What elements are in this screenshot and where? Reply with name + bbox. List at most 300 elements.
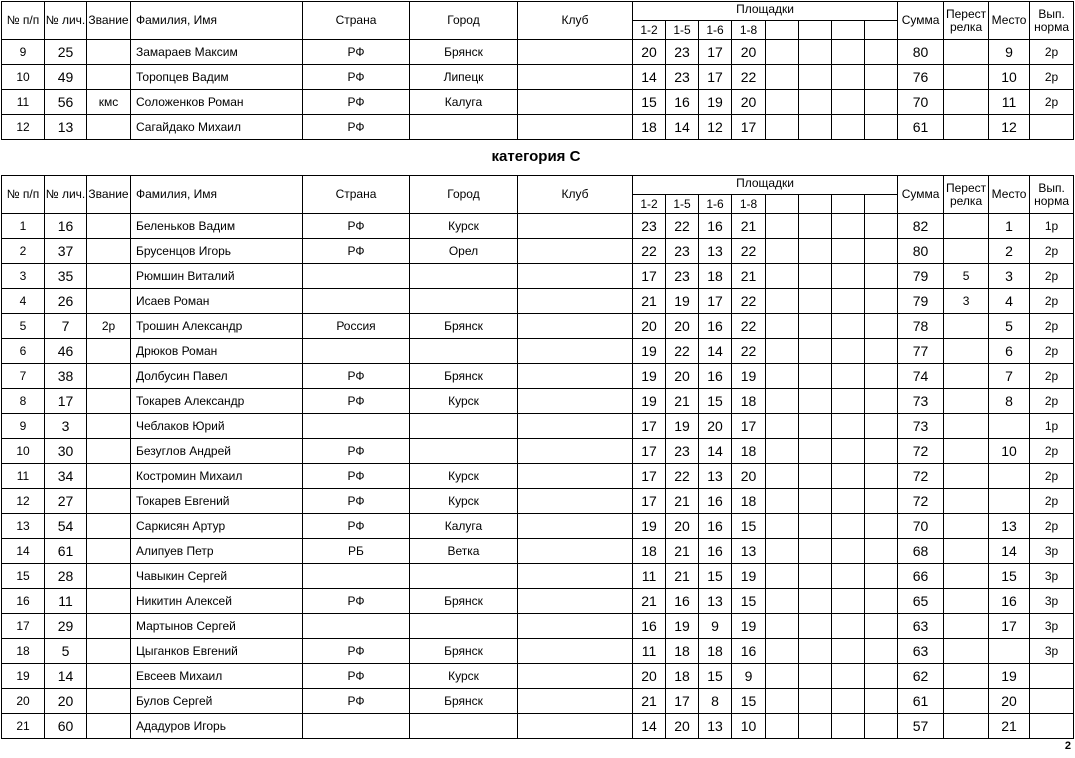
cell-score-empty [799, 414, 832, 439]
cell-club [518, 539, 633, 564]
cell-norm: 2р [1030, 439, 1074, 464]
cell-score-empty [832, 264, 865, 289]
cell-sum: 74 [898, 364, 944, 389]
cell-norm: 3р [1030, 589, 1074, 614]
cell-shootoff: 3 [944, 289, 989, 314]
cell-score-empty [832, 464, 865, 489]
table-row [2, 314, 1074, 339]
cell-score: 20 [666, 364, 699, 389]
cell-score: 17 [633, 464, 666, 489]
cell-city: Орел [410, 239, 518, 264]
cell-shootoff [944, 614, 989, 639]
cell-sum: 61 [898, 115, 944, 140]
cell-score: 14 [666, 115, 699, 140]
cell-norm: 2р [1030, 489, 1074, 514]
cell-rank [87, 65, 131, 90]
cell-rank [87, 364, 131, 389]
cell-score: 20 [666, 314, 699, 339]
table-row [2, 389, 1074, 414]
cell-lic: 38 [45, 364, 87, 389]
cell-score-empty [799, 589, 832, 614]
cell-rank [87, 664, 131, 689]
cell-score-empty [766, 489, 799, 514]
cell-country: РФ [303, 389, 410, 414]
cell-score: 22 [732, 65, 766, 90]
header-court-4: 1-8 [732, 195, 766, 214]
cell-name: Соложенков Роман [131, 90, 303, 115]
cell-score: 22 [666, 339, 699, 364]
cell-score: 20 [666, 714, 699, 739]
cell-score: 21 [666, 389, 699, 414]
cell-place: 19 [989, 664, 1030, 689]
cell-place: 6 [989, 339, 1030, 364]
table-row [2, 65, 1074, 90]
cell-shootoff [944, 514, 989, 539]
cell-norm: 2р [1030, 65, 1074, 90]
cell-score-empty [832, 589, 865, 614]
cell-score-empty [766, 714, 799, 739]
cell-city [410, 289, 518, 314]
cell-country: РБ [303, 539, 410, 564]
cell-club [518, 364, 633, 389]
table-row [2, 664, 1074, 689]
cell-shootoff [944, 364, 989, 389]
header-court-1: 1-2 [633, 21, 666, 40]
page-number: 2 [1064, 740, 1071, 752]
table-row [2, 364, 1074, 389]
cell-score: 17 [666, 689, 699, 714]
cell-sum: 63 [898, 614, 944, 639]
cell-score: 18 [633, 539, 666, 564]
cell-club [518, 589, 633, 614]
cell-place: 9 [989, 40, 1030, 65]
cell-country: РФ [303, 689, 410, 714]
cell-city: Брянск [410, 689, 518, 714]
cell-score: 20 [633, 314, 666, 339]
cell-club [518, 639, 633, 664]
cell-lic: 54 [45, 514, 87, 539]
cell-name: Евсеев Михаил [131, 664, 303, 689]
table-row [2, 264, 1074, 289]
cell-sum: 73 [898, 389, 944, 414]
table-row [2, 40, 1074, 65]
cell-city [410, 714, 518, 739]
cell-place: 11 [989, 90, 1030, 115]
cell-place: 21 [989, 714, 1030, 739]
cell-score: 19 [633, 389, 666, 414]
cell-place: 17 [989, 614, 1030, 639]
cell-place: 12 [989, 115, 1030, 140]
cell-country: РФ [303, 214, 410, 239]
cell-score: 23 [633, 214, 666, 239]
cell-score: 13 [699, 239, 732, 264]
cell-score-empty [799, 439, 832, 464]
cell-score: 16 [699, 314, 732, 339]
cell-score-empty [766, 639, 799, 664]
cell-score-empty [865, 65, 898, 90]
cell-shootoff [944, 65, 989, 90]
cell-place [989, 639, 1030, 664]
table-row [2, 289, 1074, 314]
cell-score: 19 [633, 514, 666, 539]
cell-name: Рюмшин Виталий [131, 264, 303, 289]
cell-club [518, 514, 633, 539]
cell-country [303, 264, 410, 289]
cell-score: 17 [732, 414, 766, 439]
cell-country: РФ [303, 90, 410, 115]
cell-rank [87, 714, 131, 739]
cell-name: Костромин Михаил [131, 464, 303, 489]
cell-score: 17 [633, 489, 666, 514]
cell-shootoff [944, 389, 989, 414]
cell-score: 13 [699, 464, 732, 489]
cell-score-empty [766, 389, 799, 414]
cell-score-empty [865, 639, 898, 664]
cell-num: 9 [2, 40, 45, 65]
cell-city: Брянск [410, 589, 518, 614]
cell-score: 20 [633, 664, 666, 689]
cell-name: Сагайдако Михаил [131, 115, 303, 140]
cell-place [989, 489, 1030, 514]
cell-score: 15 [732, 514, 766, 539]
cell-name: Цыганков Евгений [131, 639, 303, 664]
cell-club [518, 664, 633, 689]
cell-score-empty [832, 339, 865, 364]
table-row [2, 439, 1074, 464]
cell-rank [87, 439, 131, 464]
table-row [2, 489, 1074, 514]
cell-city: Брянск [410, 314, 518, 339]
header-country: Страна [303, 176, 410, 214]
cell-sum: 77 [898, 339, 944, 364]
header-norm: Вып. норма [1030, 176, 1074, 214]
cell-score-empty [799, 664, 832, 689]
cell-score-empty [799, 389, 832, 414]
header-club: Клуб [518, 176, 633, 214]
cell-lic: 16 [45, 214, 87, 239]
cell-num: 1 [2, 214, 45, 239]
cell-city [410, 439, 518, 464]
cell-score: 20 [732, 464, 766, 489]
cell-lic: 30 [45, 439, 87, 464]
cell-num: 5 [2, 314, 45, 339]
cell-name: Токарев Евгений [131, 489, 303, 514]
cell-score: 20 [732, 40, 766, 65]
cell-lic: 3 [45, 414, 87, 439]
cell-shootoff: 5 [944, 264, 989, 289]
cell-score-empty [865, 40, 898, 65]
cell-shootoff [944, 714, 989, 739]
header-courts: Площадки [633, 2, 898, 21]
table-row [2, 639, 1074, 664]
cell-score-empty [865, 339, 898, 364]
header-court-empty [832, 195, 865, 214]
cell-club [518, 264, 633, 289]
cell-score: 16 [699, 514, 732, 539]
cell-rank [87, 539, 131, 564]
cell-score: 23 [666, 439, 699, 464]
cell-norm: 3р [1030, 539, 1074, 564]
cell-shootoff [944, 40, 989, 65]
cell-country [303, 564, 410, 589]
cell-country: РФ [303, 664, 410, 689]
cell-num: 17 [2, 614, 45, 639]
cell-sum: 72 [898, 489, 944, 514]
cell-club [518, 339, 633, 364]
cell-num: 12 [2, 489, 45, 514]
cell-score-empty [766, 239, 799, 264]
cell-score: 19 [666, 614, 699, 639]
cell-rank [87, 214, 131, 239]
cell-score: 19 [732, 564, 766, 589]
cell-lic: 7 [45, 314, 87, 339]
cell-score: 13 [699, 589, 732, 614]
cell-country: РФ [303, 364, 410, 389]
header-club: Клуб [518, 2, 633, 40]
cell-score: 18 [732, 439, 766, 464]
cell-name: Трошин Александр [131, 314, 303, 339]
cell-name: Мартынов Сергей [131, 614, 303, 639]
cell-score: 17 [633, 439, 666, 464]
cell-score: 16 [666, 589, 699, 614]
cell-score-empty [766, 564, 799, 589]
cell-rank [87, 514, 131, 539]
cell-score-empty [799, 289, 832, 314]
table-row [2, 539, 1074, 564]
header-shootoff: Перестрелка [944, 176, 989, 214]
cell-score: 18 [633, 115, 666, 140]
cell-norm [1030, 689, 1074, 714]
cell-score-empty [832, 214, 865, 239]
cell-lic: 26 [45, 289, 87, 314]
cell-rank [87, 639, 131, 664]
header-sum: Сумма [898, 2, 944, 40]
cell-place [989, 464, 1030, 489]
cell-rank [87, 264, 131, 289]
cell-club [518, 214, 633, 239]
cell-norm: 3р [1030, 614, 1074, 639]
cell-score: 19 [699, 90, 732, 115]
cell-num: 14 [2, 539, 45, 564]
cell-shootoff [944, 414, 989, 439]
cell-name: Чеблаков Юрий [131, 414, 303, 439]
cell-score: 18 [666, 664, 699, 689]
cell-lic: 5 [45, 639, 87, 664]
cell-score: 19 [732, 614, 766, 639]
cell-num: 15 [2, 564, 45, 589]
cell-sum: 63 [898, 639, 944, 664]
cell-score: 10 [732, 714, 766, 739]
cell-city: Брянск [410, 639, 518, 664]
cell-country: РФ [303, 439, 410, 464]
cell-score-empty [865, 439, 898, 464]
cell-rank [87, 464, 131, 489]
cell-sum: 79 [898, 264, 944, 289]
cell-score: 22 [666, 464, 699, 489]
header-name: Фамилия, Имя [131, 176, 303, 214]
category-title: категория С [491, 148, 581, 165]
cell-score-empty [766, 264, 799, 289]
cell-sum: 61 [898, 689, 944, 714]
cell-num: 8 [2, 389, 45, 414]
cell-city [410, 115, 518, 140]
cell-country: РФ [303, 589, 410, 614]
cell-rank [87, 414, 131, 439]
cell-norm: 2р [1030, 364, 1074, 389]
cell-club [518, 314, 633, 339]
cell-score-empty [865, 364, 898, 389]
cell-score: 17 [732, 115, 766, 140]
cell-score-empty [865, 664, 898, 689]
cell-score: 14 [699, 339, 732, 364]
table-row [2, 589, 1074, 614]
cell-score-empty [766, 664, 799, 689]
cell-score-empty [766, 439, 799, 464]
cell-score-empty [865, 90, 898, 115]
header-rank: Звание [87, 2, 131, 40]
cell-score: 9 [699, 614, 732, 639]
cell-sum: 73 [898, 414, 944, 439]
cell-score-empty [766, 689, 799, 714]
header-court-1: 1-2 [633, 195, 666, 214]
cell-num: 11 [2, 464, 45, 489]
cell-shootoff [944, 214, 989, 239]
header-shootoff: Перестрелка [944, 2, 989, 40]
cell-score: 23 [666, 65, 699, 90]
cell-place: 2 [989, 239, 1030, 264]
cell-score: 22 [732, 314, 766, 339]
cell-city [410, 614, 518, 639]
table-row [2, 239, 1074, 264]
cell-score-empty [865, 514, 898, 539]
cell-rank [87, 40, 131, 65]
cell-norm: 2р [1030, 40, 1074, 65]
results-table-top [1, 1, 1074, 140]
header-court-empty [799, 195, 832, 214]
cell-name: Булов Сергей [131, 689, 303, 714]
cell-place: 13 [989, 514, 1030, 539]
cell-city [410, 264, 518, 289]
cell-score-empty [865, 689, 898, 714]
cell-score: 13 [699, 714, 732, 739]
cell-name: Замараев Максим [131, 40, 303, 65]
cell-rank [87, 339, 131, 364]
cell-name: Безуглов Андрей [131, 439, 303, 464]
cell-score: 17 [699, 289, 732, 314]
cell-norm [1030, 714, 1074, 739]
cell-lic: 46 [45, 339, 87, 364]
cell-score: 18 [732, 389, 766, 414]
cell-lic: 56 [45, 90, 87, 115]
cell-lic: 37 [45, 239, 87, 264]
cell-score: 14 [633, 714, 666, 739]
cell-place: 10 [989, 65, 1030, 90]
cell-score: 21 [666, 564, 699, 589]
cell-score: 20 [699, 414, 732, 439]
cell-lic: 34 [45, 464, 87, 489]
cell-score: 15 [699, 389, 732, 414]
cell-score: 15 [699, 564, 732, 589]
cell-score-empty [832, 564, 865, 589]
cell-score-empty [799, 639, 832, 664]
cell-score: 21 [666, 539, 699, 564]
header-norm: Вып. норма [1030, 2, 1074, 40]
cell-score-empty [865, 414, 898, 439]
cell-place [989, 414, 1030, 439]
cell-score-empty [766, 614, 799, 639]
cell-score-empty [832, 364, 865, 389]
cell-num: 16 [2, 589, 45, 614]
cell-city: Курск [410, 464, 518, 489]
header-lic: № лич. [45, 2, 87, 40]
cell-sum: 70 [898, 90, 944, 115]
cell-score: 11 [633, 639, 666, 664]
header-place: Место [989, 176, 1030, 214]
results-table-category [1, 175, 1074, 739]
cell-score-empty [865, 214, 898, 239]
cell-city: Калуга [410, 90, 518, 115]
cell-club [518, 90, 633, 115]
cell-lic: 27 [45, 489, 87, 514]
cell-score: 17 [699, 40, 732, 65]
cell-norm: 2р [1030, 314, 1074, 339]
cell-name: Чавыкин Сергей [131, 564, 303, 589]
cell-club [518, 714, 633, 739]
cell-score-empty [832, 389, 865, 414]
cell-score-empty [799, 539, 832, 564]
cell-score: 15 [633, 90, 666, 115]
cell-score-empty [832, 539, 865, 564]
cell-num: 3 [2, 264, 45, 289]
cell-score: 22 [633, 239, 666, 264]
cell-num: 19 [2, 664, 45, 689]
header-row [2, 2, 1074, 21]
cell-score-empty [865, 239, 898, 264]
cell-shootoff [944, 664, 989, 689]
cell-score-empty [832, 40, 865, 65]
cell-name: Алипуев Петр [131, 539, 303, 564]
cell-name: Исаев Роман [131, 289, 303, 314]
cell-lic: 28 [45, 564, 87, 589]
cell-shootoff [944, 439, 989, 464]
cell-score: 22 [732, 239, 766, 264]
cell-lic: 35 [45, 264, 87, 289]
cell-club [518, 439, 633, 464]
cell-rank [87, 389, 131, 414]
cell-shootoff [944, 489, 989, 514]
cell-score-empty [766, 40, 799, 65]
cell-score-empty [832, 414, 865, 439]
cell-place: 7 [989, 364, 1030, 389]
cell-num: 11 [2, 90, 45, 115]
cell-lic: 20 [45, 689, 87, 714]
cell-score: 21 [633, 689, 666, 714]
header-place: Место [989, 2, 1030, 40]
cell-sum: 76 [898, 65, 944, 90]
table-row [2, 564, 1074, 589]
cell-name: Долбусин Павел [131, 364, 303, 389]
cell-score-empty [865, 489, 898, 514]
cell-score-empty [799, 314, 832, 339]
cell-shootoff [944, 239, 989, 264]
cell-lic: 61 [45, 539, 87, 564]
cell-num: 6 [2, 339, 45, 364]
cell-num: 21 [2, 714, 45, 739]
cell-score-empty [766, 539, 799, 564]
cell-sum: 70 [898, 514, 944, 539]
header-courts: Площадки [633, 176, 898, 195]
cell-name: Ададуров Игорь [131, 714, 303, 739]
